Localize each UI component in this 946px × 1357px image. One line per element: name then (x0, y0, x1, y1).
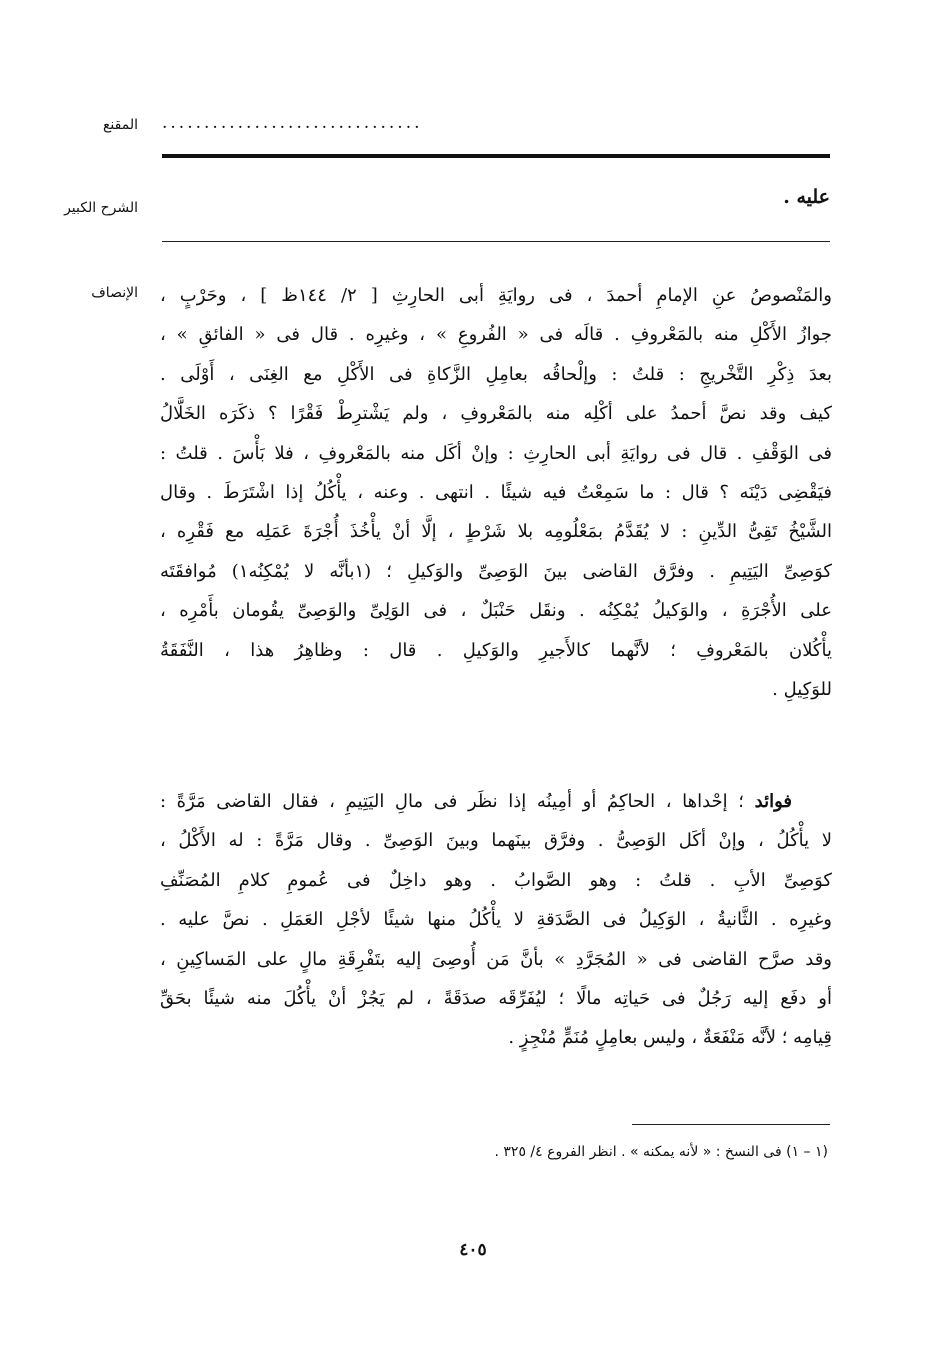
sharh-text: عليه . (783, 186, 830, 208)
text-line: كيف وقد نصَّ أحمدُ على أكْلِه منه بالمَعْروفِ ، ولم يَشْترِطْ فَقْرًا ؟ ذكَرَه الخَلَّالُ (160, 403, 832, 425)
text-line: على الأُجْرَةِ ، والوَكيلُ يُمْكِنُه . ونقَل حَنْبَلٌ ، فى الوَلِىِّ والوَصِىِّ يقُومان بأَمْرِه ، (160, 600, 832, 622)
fawaid-heading: فوائد (754, 791, 792, 812)
text-line: كوَصِىِّ اليَتِيمِ . وفرَّق القاضى بينَ الوَصِىِّ والوَكيلِ ؛ (١بأنَّه لا يُمْكِنُه١) مُوافقَتَه (160, 560, 832, 582)
text-line: للوَكِيلِ . (772, 678, 832, 700)
fawaid-first-line (160, 782, 832, 821)
fawaid-first-line-text: ؛ إحْداها ، الحاكِمُ أو أمِينُه إذا نظَر فى مالِ اليَتِيمِ ، فقال القاضى مَرَّةً : (160, 791, 755, 812)
muqni-dotted-placeholder: ............................... (162, 113, 423, 133)
header-thick-rule (162, 154, 830, 158)
footnote: (١ – ١) فى النسخ : « لأنه يمكنه » . انظر الفروع ٤/ ٣٢٥ . (494, 1144, 828, 1160)
insaf-paragraph (160, 276, 832, 709)
text-line: قِيامِه ؛ لأنَّه مَنْفَعَةٌ ، وليس بعامِلٍ مُنَمٍّ مُنْجِزٍ . (508, 1027, 832, 1049)
text-line: بعدَ ذِكْرِ التَّخْريجِ : قلتُ : وإلْحاقُه بعامِلِ الزَّكاةِ فى الأَكْلِ مع الغِنَى ، أَوْلَى . (160, 363, 832, 385)
sharh-divider-rule (162, 241, 830, 242)
footnote-separator-rule (632, 1124, 830, 1125)
text-line: فيَقْضِى دَيْنَه ؟ قال : ما سَمِعْتُ فيه شيئًا . انتهى . وعنه ، يأْكُلُ إذا اشْتَرَطَ . وقال (160, 481, 832, 503)
fawaid-paragraph (160, 782, 832, 1058)
text-line: الشَّيْخُ تَقِىُّ الدِّينِ : لا يُقَدَّمُ بمَعْلُومِه بلا شَرْطٍ ، إلَّا أنْ يأْخُذَ أُجْرَةَ عَمَلِه مع فَقْرِه ، (160, 521, 832, 543)
text-line: لا يأْكُلُ ، وإنْ أكَل الوَصِىُّ . وفرَّق بينَهما وبينَ الوَصِىِّ . وقال مَرَّةً : له الأَكْلُ ، (160, 830, 832, 852)
muqni-section-label: المقنع (102, 117, 138, 133)
text-line: جوازُ الأَكْلِ منه بالمَعْروفِ . قالَه فى « الفُروعِ » ، وغيرِه . قال فى « الفائقِ » ، (160, 324, 832, 346)
page-number: ٤٠٥ (459, 1240, 487, 1260)
text-line: فى الوَقْفِ . قال فى روايَةِ أبى الحارِثِ : وإنْ أكَل منه بالمَعْروفِ ، فلا بَأْسَ . قلتُ : (160, 442, 832, 464)
insaf-section-label: الإنصاف (91, 285, 138, 301)
text-line: أو دفَع إليه رَجُلٌ فى حَياتِه مالًا ؛ ليُفَرِّقَه صدَقَةً ، لم يَجُزْ أنْ يأْكُلَ منه شيئًا بحَقِّ (160, 987, 832, 1009)
sharh-section-label: الشرح الكبير (64, 200, 138, 216)
text-line: وغيرِه . الثَّانيةُ ، الوَكِيلُ فى الصَّدَقةِ لا يأْكُلُ منها شيئًا لأجْلِ العَمَلِ . نصَّ عليه . (160, 909, 832, 931)
text-line: وقد صرَّح القاضى فى « المُجَرَّدِ » بأنَّ مَن أُوصِىَ إليه بتَفْرِقَةِ مالٍ على المَساكِينِ ، (160, 948, 832, 970)
text-line: والمَنْصوصُ عنِ الإمامِ أحمدَ ، فى روايَةِ أبى الحارِثِ [ ٢/ ١٤٤ظ ] ، وحَرْبٍ ، (160, 285, 832, 306)
text-line: يأْكُلان بالمَعْروفِ ؛ لأنَّهما كالأَجيرِ والوَكيلِ . قال : وظاهِرُ هذا ، النَّفَقَةُ (160, 639, 832, 661)
text-line: كوَصِىِّ الأبِ . قلتُ : وهو الصَّوابُ . وهو داخِلٌ فى عُمومِ كلامِ المُصَنِّفِ (160, 869, 832, 891)
